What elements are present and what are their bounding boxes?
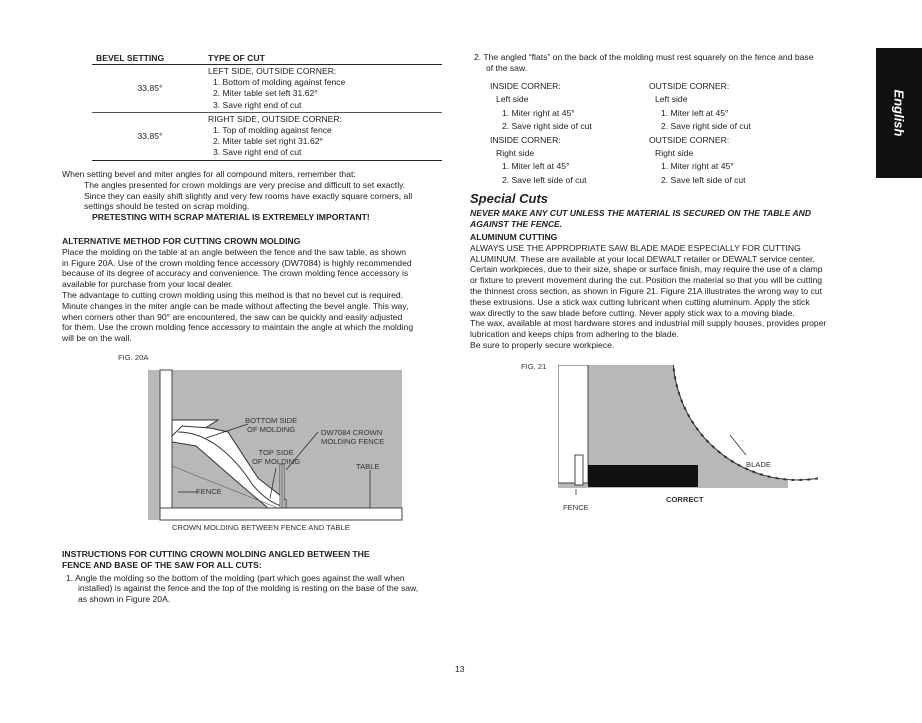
step-2-line: 2. The angled “flats” on the back of the molding must rest squarely on the fence and base (474, 52, 814, 62)
cut-type-line: 2. Miter table set right 31.62° (213, 136, 323, 147)
inside-corner-list (490, 80, 650, 187)
paragraph-line: The advantage to cutting crown molding using this method is that no bevel cut is required. (62, 289, 404, 300)
corner-line: 2. Save left side of cut (661, 174, 746, 185)
paragraph-line: Place the molding on the table at an angle between the fence and the saw table, as shown (62, 246, 406, 257)
corner-line: Right side (496, 148, 535, 159)
special-cuts-heading: Special Cuts (470, 191, 549, 206)
corner-line: OUTSIDE CORNER: (649, 134, 730, 145)
compound-note-line: Since they can easily shift slightly and very few rooms have exactly square corners, all (84, 190, 413, 201)
alt-method-heading: ALTERNATIVE METHOD FOR CUTTING CROWN MOLDING (62, 236, 301, 246)
bottom-side-callout (245, 416, 297, 434)
language-tab (876, 48, 922, 178)
corner-line: 2. Save left side of cut (502, 174, 587, 185)
top-side-callout (252, 448, 300, 466)
language-tab-label: English (891, 89, 907, 137)
callout-line: DW7084 CROWN (321, 428, 383, 437)
paragraph-line: the thinnest cross section, as shown in Figure 21. Figure 21A illustrates the wrong way to cut (470, 285, 823, 296)
paragraph-line: or fixture to prevent movement during the cut. Position the material so that you will be cutting (470, 275, 823, 286)
instruction-step-line: installed) is against the fence and the top of the molding is resting on the base of the saw, (78, 583, 419, 594)
corner-line: Left side (655, 94, 688, 105)
cut-type-line: 3. Save right end of cut (213, 147, 302, 158)
compound-note-line: The angles presented for crown moldings are very precise and difficult to set exactly. (84, 179, 406, 190)
paragraph-line: when corners other than 90° are encountered, the saw can be quickly and easily adjusted (62, 311, 403, 322)
instruction-step-line: 1. Angle the molding so the bottom of the molding (part which goes against the wall when (66, 572, 405, 583)
bevel-setting-table (92, 53, 442, 161)
aluminum-heading: ALUMINUM CUTTING (470, 232, 558, 242)
corner-line: 1. Miter right at 45° (502, 107, 575, 118)
paragraph-line: ALWAYS USE THE APPROPRIATE SAW BLADE MADE ESPECIALLY FOR CUTTING (470, 242, 801, 253)
paragraph-line: Minute changes in the miter angle can be made without affecting the bevel angle. This way, (62, 300, 409, 311)
dw7084-callout (321, 428, 384, 446)
fig-21-illustration (558, 365, 818, 495)
callout-line: MOLDING FENCE (321, 437, 385, 446)
page-number: 13 (455, 664, 465, 674)
paragraph-line: will be on the wall. (62, 333, 132, 344)
paragraph-line: lubrication and keeps chips from adhering to the blade. (470, 329, 679, 340)
compound-note (62, 169, 457, 223)
paragraph-line: Certain workpieces, due to their size, shape or surface finish, may require the use of a clamp (470, 264, 823, 275)
cut-type-line: 3. Save right end of cut (213, 99, 302, 110)
table-header-bevel: BEVEL SETTING (96, 53, 165, 63)
blade-callout: BLADE (746, 460, 771, 469)
corner-line: INSIDE CORNER: (490, 81, 561, 91)
outside-corner-list (649, 80, 829, 187)
step-2-line: of the saw. (486, 62, 528, 73)
callout-line: BOTTOM SIDE (245, 416, 298, 425)
corner-line: OUTSIDE CORNER: (649, 81, 730, 91)
never-warning (470, 208, 865, 230)
paragraph-line: for them. Use the crown molding fence accessory to maintain the angle at which the molding (62, 322, 414, 333)
paragraph-line: these extrusions. Use a stick wax cutting lubricant when cutting aluminum. Apply the stick (470, 296, 810, 307)
compound-note-intro: When setting bevel and miter angles for all compound miters, remember that: (62, 169, 356, 179)
fence-callout: FENCE (196, 487, 222, 496)
warning-line: AGAINST THE FENCE. (470, 218, 563, 229)
paragraph-line: ALUMINUM. These are available at your local DEWALT retailer or DEWALT service center. (470, 253, 815, 264)
corner-line: 2. Save right side of cut (502, 121, 592, 132)
step-2 (474, 52, 864, 74)
paragraph-line: The wax, available at most hardware stores and industrial mill supply houses, provides proper (470, 318, 827, 329)
paragraph-line: Be sure to properly secure workpiece. (470, 339, 615, 350)
instruction-step-line: as shown in Figure 20A. (78, 594, 171, 605)
corner-line: 1. Miter right at 45° (661, 161, 734, 172)
paragraph-line: available for purchase from your local dealer. (62, 279, 234, 290)
paragraph-line: in Figure 20A. Use of the crown molding fence accessory (DW7084) is highly recommended (62, 257, 412, 268)
cut-type-line: 1. Bottom of molding against fence (213, 77, 346, 88)
paragraph-line: because of its degree of accuracy and convenience. The crown molding fence accessory is (62, 268, 409, 279)
table-row (92, 65, 442, 113)
table-header-type: TYPE OF CUT (208, 53, 265, 63)
cut-type-line: RIGHT SIDE, OUTSIDE CORNER: (208, 113, 343, 124)
corner-line: Left side (496, 94, 529, 105)
warning-line: NEVER MAKE ANY CUT UNLESS THE MATERIAL IS SECURED ON THE TABLE AND (470, 208, 812, 218)
alt-method-section (62, 236, 454, 344)
instructions-heading-line: INSTRUCTIONS FOR CUTTING CROWN MOLDING ANGLED BETWEEN THE (62, 549, 370, 559)
cut-type-line: 2. Miter table set left 31.62° (213, 88, 318, 99)
correct-label: CORRECT (666, 495, 704, 504)
cut-type-line: LEFT SIDE, OUTSIDE CORNER: (208, 66, 337, 76)
instructions-section (62, 549, 454, 605)
corner-line: 1. Miter left at 45° (502, 161, 570, 172)
paragraph-line: wax directly to the saw blade before cutting. Never apply stick wax to a moving blade. (470, 307, 795, 318)
pretesting-warning: PRETESTING WITH SCRAP MATERIAL IS EXTREMELY IMPORTANT! (92, 212, 370, 223)
fig-21-label: FIG. 21 (521, 362, 547, 371)
bevel-value: 33.85° (137, 83, 163, 94)
fig-20a-caption: CROWN MOLDING BETWEEN FENCE AND TABLE (172, 523, 350, 532)
cut-type-line: 1. Top of molding against fence (213, 125, 332, 136)
callout-line: TOP SIDE (258, 448, 294, 457)
aluminum-section (470, 232, 865, 351)
table-row (92, 112, 442, 160)
compound-note-line: settings should be tested on scrap molding. (84, 201, 250, 212)
corner-line: 1. Miter left at 45° (661, 107, 729, 118)
corner-line: Right side (655, 148, 694, 159)
table-callout: TABLE (356, 462, 380, 471)
corner-line: 2. Save right side of cut (661, 121, 751, 132)
fig-20a-label: FIG. 20A (118, 353, 149, 362)
bevel-value: 33.85° (137, 131, 163, 142)
callout-line: OF MOLDING (247, 425, 296, 434)
corner-line: INSIDE CORNER: (490, 134, 561, 145)
fig-21-fence-callout: FENCE (563, 503, 589, 512)
instructions-heading-line: FENCE AND BASE OF THE SAW FOR ALL CUTS: (62, 559, 262, 570)
callout-line: OF MOLDING (252, 457, 301, 466)
